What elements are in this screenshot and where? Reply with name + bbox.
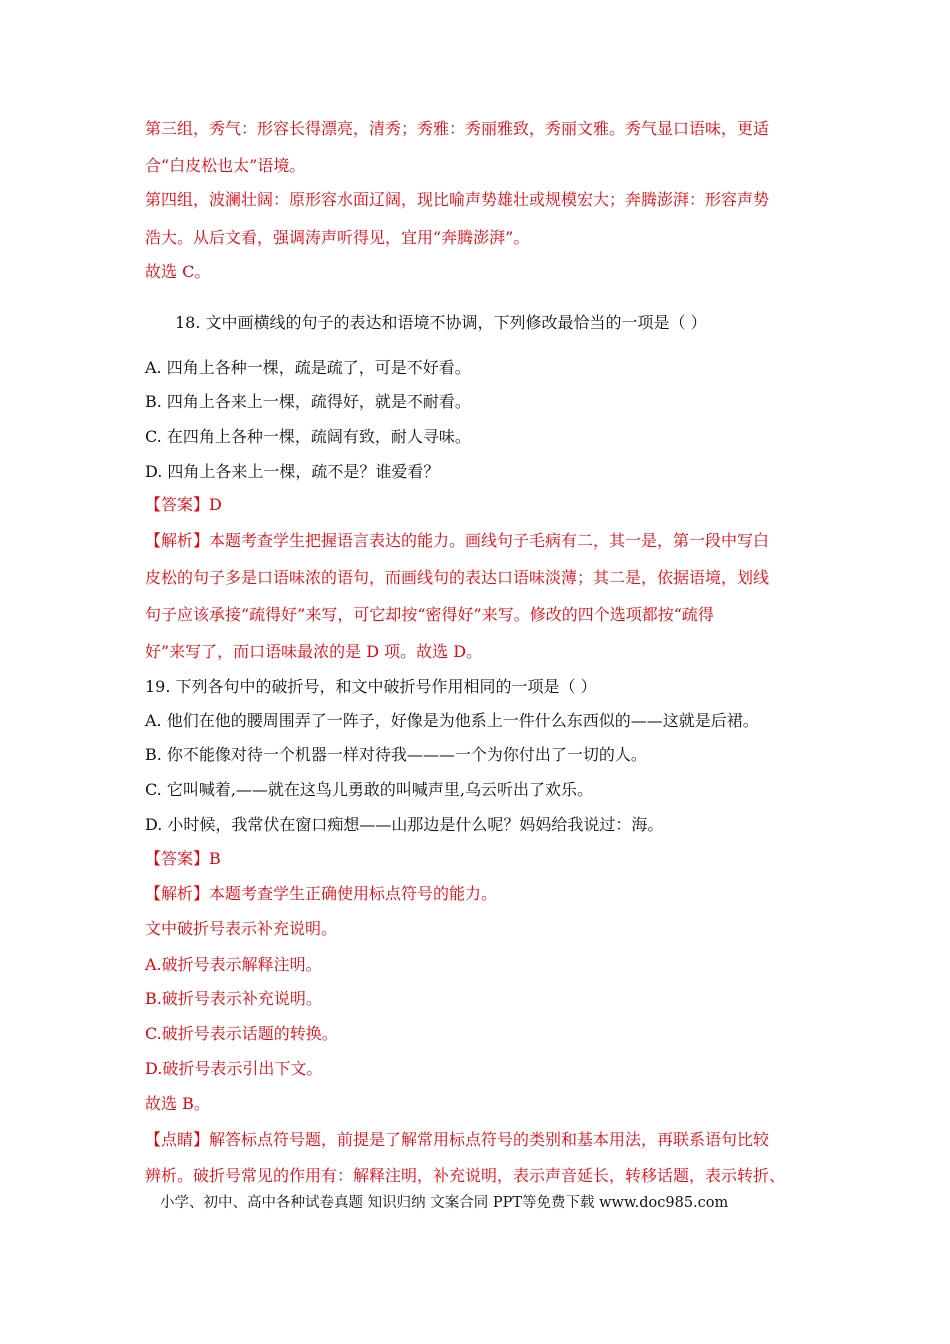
conclusion-line: 故选 B。 — [145, 1094, 210, 1113]
analysis-line: D.破折号表示引出下文。 — [145, 1059, 323, 1078]
option-a: A. 四角上各种一棵，疏是疏了，可是不好看。 — [145, 358, 471, 377]
option-d: D. 小时候，我常伏在窗口痴想——山那边是什么呢？妈妈给我说过：海。 — [145, 815, 664, 834]
option-c: C. 在四角上各种一棵，疏阔有致，耐人寻味。 — [145, 427, 471, 446]
tips-line: 【点睛】解答标点符号题，前提是了解常用标点符号的类别和基本用法，再联系语句比较 — [145, 1130, 770, 1149]
analysis-line: C.破折号表示话题的转换。 — [145, 1024, 338, 1043]
option-d: D. 四角上各来上一棵，疏不是？谁爱看？ — [145, 462, 440, 481]
analysis-line: 【解析】本题考查学生正确使用标点符号的能力。 — [145, 884, 498, 903]
analysis-line: 合“白皮松也太”语境。 — [145, 156, 306, 175]
analysis-line: B.破折号表示补充说明。 — [145, 989, 322, 1008]
analysis-line: 好”来写了，而口语味最浓的是 D 项。故选 D。 — [145, 642, 483, 661]
answer-label: 【答案】D — [145, 495, 222, 514]
analysis-line: 皮松的句子多是口语味浓的语句，而画线句的表达口语味淡薄；其二是，依据语境，划线 — [145, 568, 770, 587]
option-b: B. 四角上各来上一棵，疏得好，就是不耐看。 — [145, 392, 471, 411]
analysis-line: A.破折号表示解释注明。 — [145, 955, 322, 974]
analysis-line: 句子应该承接“疏得好”来写，可它却按“密得好”来写。修改的四个选项都按“疏得 — [145, 605, 714, 624]
analysis-line: 文中破折号表示补充说明。 — [145, 919, 338, 938]
analysis-line: 【解析】本题考查学生把握语言表达的能力。画线句子毛病有二，其一是，第一段中写白 — [145, 531, 770, 550]
analysis-line: 第四组，波澜壮阔：原形容水面辽阔，现比喻声势雄壮或规模宏大；奔腾澎湃：形容声势 — [145, 190, 770, 209]
question-19: 19. 下列各句中的破折号，和文中破折号作用相同的一项是（ ） — [145, 677, 597, 696]
option-a: A. 他们在他的腰周围弄了一阵子，好像是为他系上一件什么东西似的——这就是后裙。 — [145, 711, 759, 730]
page-footer: 小学、初中、高中各种试卷真题 知识归纳 文案合同 PPT等免费下载 www.doc985.com — [160, 1195, 729, 1211]
option-b: B. 你不能像对待一个机器一样对待我———一个为你付出了一切的人。 — [145, 745, 647, 764]
answer-label: 【答案】B — [145, 849, 221, 868]
analysis-line: 第三组，秀气：形容长得漂亮，清秀；秀雅：秀丽雅致，秀丽文雅。秀气显口语味，更适 — [145, 119, 770, 138]
analysis-line: 浩大。从后文看，强调涛声听得见，宜用“奔腾澎湃”。 — [145, 228, 530, 247]
question-18: 18. 文中画横线的句子的表达和语境不协调，下列修改最恰当的一项是（ ） — [175, 313, 707, 332]
tips-line: 辨析。破折号常见的作用有：解释注明，补充说明，表示声音延长，转移话题，表示转折、 — [145, 1166, 786, 1185]
option-c: C. 它叫喊着,——就在这鸟儿勇敢的叫喊声里,乌云听出了欢乐。 — [145, 780, 594, 799]
conclusion-line: 故选 C。 — [145, 262, 211, 281]
